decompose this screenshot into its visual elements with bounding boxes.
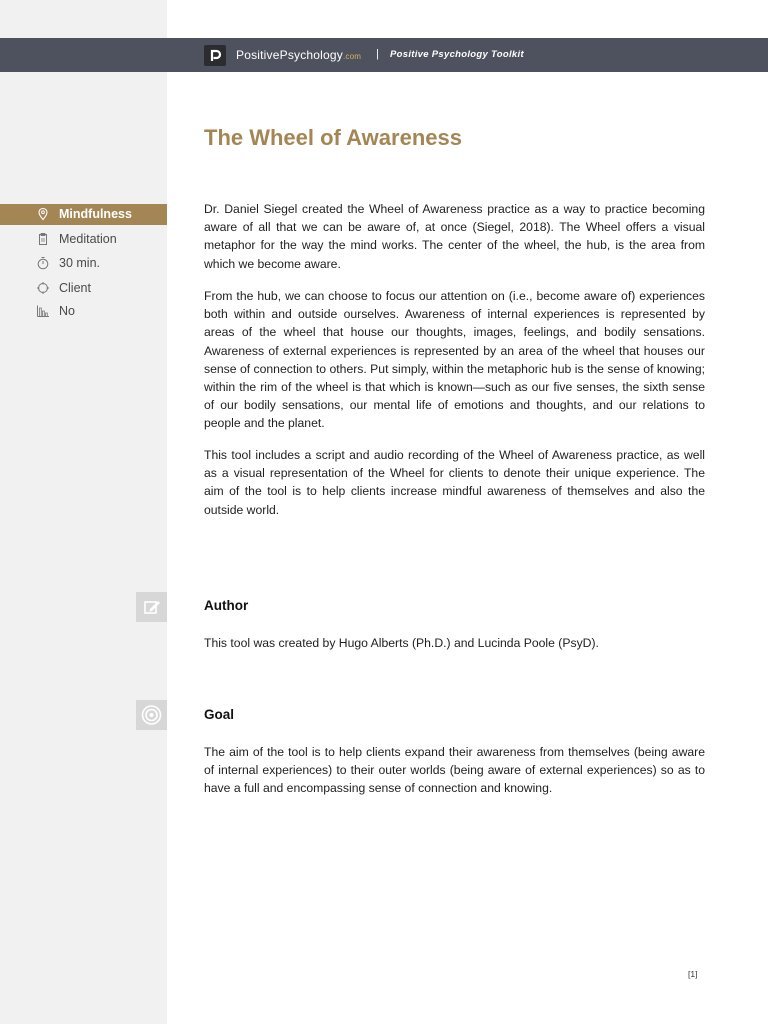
- edit-icon: [136, 592, 167, 622]
- target-icon: [136, 700, 167, 730]
- goal-section-icon: [136, 700, 167, 730]
- sidebar-item-label: Mindfulness: [59, 207, 132, 221]
- sidebar-item-category: [0, 204, 167, 225]
- sidebar-item-type: [0, 229, 167, 250]
- stopwatch-icon: [36, 256, 50, 270]
- header-separator: |: [376, 48, 379, 60]
- header-bar: [0, 38, 768, 72]
- author-text: This tool was created by Hugo Alberts (Ph.D.) and Lucinda Poole (PsyD).: [204, 636, 599, 650]
- sidebar-item-audience: [0, 278, 167, 299]
- intro-paragraph: Dr. Daniel Siegel created the Wheel of Awareness practice as a way to practice becoming aware of all that we can be aware of, at once (Siegel, 2018). The Wheel offers a visual metaphor for the way the mind works. The center of the wheel, the hub, is the area from which we become aware.: [204, 202, 705, 271]
- intro-paragraph: This tool includes a script and audio recording of the Wheel of Awareness practice, as well as a visual representation of the Wheel for clients to denote their unique experience. The aim of the tool is to help clients increase mindful awareness of themselves and also the outside world.: [204, 448, 705, 517]
- sidebar-item-duration: [0, 253, 167, 274]
- page-number: [1]: [688, 969, 698, 979]
- crosshair-icon: [36, 281, 50, 295]
- sidebar-item-label: No: [59, 304, 75, 318]
- brand-logo-icon: [204, 45, 226, 66]
- sidebar-item-label: 30 min.: [59, 256, 100, 270]
- author-heading: Author: [204, 598, 249, 613]
- brand-name: PositivePsychology.com: [236, 48, 362, 62]
- clipboard-icon: [36, 232, 50, 246]
- author-section-icon: [136, 592, 167, 622]
- goal-heading: Goal: [204, 707, 235, 722]
- intro-paragraph: From the hub, we can choose to focus our attention on (i.e., become aware of) experiences both within and outside ourselves. Awareness of internal experiences is represented by areas of the wheel that house our thoughts, images, feelings, and bodily sensations. Awareness of external experiences is represented by an area of the wheel that houses our sense of connection to others. Put simply, within the metaphoric hub is the sense of knowing; within the rim of the wheel is that which is known—such as our five senses, the sixth sense of our bodily sensations, our mental life of emotions and thoughts, and our relations to people and the planet.: [204, 289, 705, 431]
- page-title: The Wheel of Awareness: [204, 125, 462, 150]
- brand-suffix: .com: [342, 52, 362, 61]
- sidebar-item-scoring: [0, 301, 167, 322]
- sidebar-item-label: Client: [59, 281, 91, 295]
- sidebar: [0, 0, 167, 1024]
- bar-chart-icon: [36, 304, 50, 318]
- location-pin-icon: [36, 207, 50, 221]
- toolkit-label: Positive Psychology Toolkit: [390, 49, 524, 60]
- goal-text: The aim of the tool is to help clients expand their awareness from themselves (being aware of internal experiences) to their outer worlds (being aware of external experiences) so as to have a full and encompassing sense of connection and knowing.: [204, 745, 705, 796]
- sidebar-item-label: Meditation: [59, 232, 117, 246]
